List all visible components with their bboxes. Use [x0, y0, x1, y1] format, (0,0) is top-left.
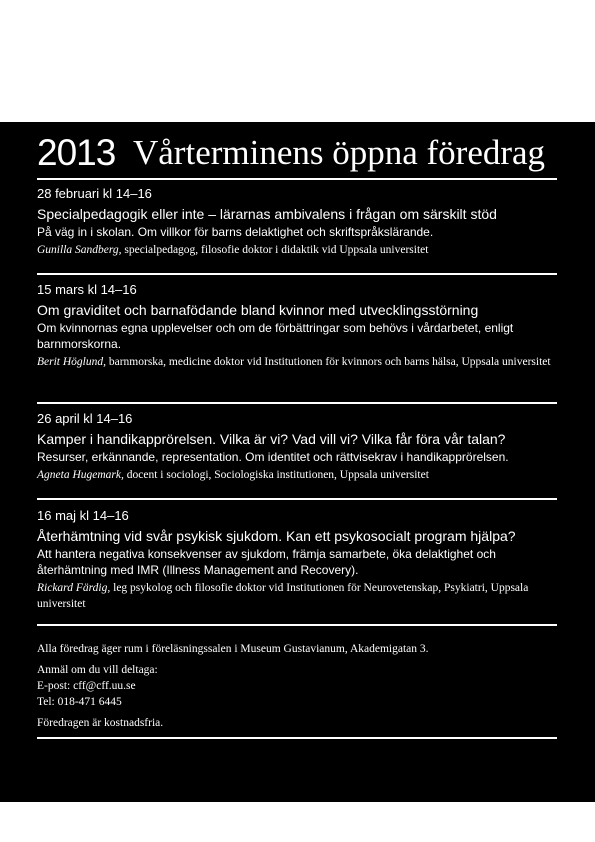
- year-label: 2013: [37, 132, 116, 173]
- event-title: Specialpedagogik eller inte – lärarnas ambivalens i frågan om särskilt stöd: [37, 206, 497, 222]
- event-item: [37, 282, 557, 370]
- divider: [37, 498, 557, 500]
- footer-info: [37, 641, 557, 731]
- speaker-info: specialpedagog, filosofie doktor i didaktik vid Uppsala universitet: [121, 244, 429, 256]
- event-speaker: [37, 467, 557, 483]
- event-date: 15 mars kl 14–16: [37, 282, 137, 297]
- divider: [37, 178, 557, 180]
- phone-text: Tel: 018-471 6445: [37, 696, 122, 708]
- page-header: [37, 130, 557, 178]
- event-item: [37, 411, 557, 483]
- speaker-name: Berit Höglund,: [37, 356, 106, 368]
- event-title: Återhämtning vid svår psykisk sjukdom. Kan ett psykosocialt program hjälpa?: [37, 528, 516, 544]
- event-description: Resurser, erkännande, representation. Om identitet och rättvisekrav i handikapprörelsen.: [37, 450, 509, 464]
- event-date: 26 april kl 14–16: [37, 411, 133, 426]
- free-text: Föredragen är kostnadsfria.: [37, 717, 164, 729]
- program-panel: [0, 122, 595, 802]
- register-text: Anmäl om du vill deltaga:: [37, 664, 158, 676]
- speaker-info: docent i sociologi, Sociologiska institutionen, Uppsala universitet: [123, 469, 429, 481]
- event-speaker: [37, 354, 557, 370]
- event-description: Att hantera negativa konsekvenser av sjukdom, främja samarbete, öka delaktighet och återhämtning med IMR (Illness Management and Recovery).: [37, 547, 496, 577]
- location-text: Alla föredrag äger rum i föreläsningssalen i Museum Gustavianum, Akademigatan 3.: [37, 643, 429, 655]
- divider: [37, 737, 557, 739]
- speaker-info: barnmorska, medicine doktor vid Institutionen för kvinnors och barns hälsa, Uppsala universitet: [106, 356, 551, 368]
- event-title: Om graviditet och barnafödande bland kvinnor med utvecklingsstörning: [37, 302, 479, 318]
- event-description: På väg in i skolan. Om villkor för barns delaktighet och skriftspråkslärande.: [37, 225, 434, 239]
- speaker-name: Agneta Hugemark,: [37, 469, 124, 481]
- divider: [37, 273, 557, 275]
- speaker-info: leg psykolog och filosofie doktor vid Institutionen för Neurovetenskap, Psykiatri, Uppsala universitet: [37, 582, 529, 610]
- event-date: 28 februari kl 14–16: [37, 186, 152, 201]
- page-title: Vårterminens öppna föredrag: [133, 133, 546, 172]
- event-speaker: [37, 242, 557, 258]
- event-speaker: [37, 580, 557, 612]
- email-text: E-post: cff@cff.uu.se: [37, 680, 136, 692]
- speaker-name: Rickard Färdig,: [37, 582, 111, 594]
- event-item: [37, 508, 557, 612]
- divider: [37, 624, 557, 626]
- event-description: Om kvinnornas egna upplevelser och om de förbättringar som behövs i vårdarbetet, enligt barnmorskorna.: [37, 321, 514, 351]
- event-item: [37, 186, 557, 258]
- divider: [37, 402, 557, 404]
- speaker-name: Gunilla Sandberg,: [37, 244, 122, 256]
- event-title: Kamper i handikapprörelsen. Vilka är vi? Vad vill vi? Vilka får föra vår talan?: [37, 431, 506, 447]
- event-date: 16 maj kl 14–16: [37, 508, 129, 523]
